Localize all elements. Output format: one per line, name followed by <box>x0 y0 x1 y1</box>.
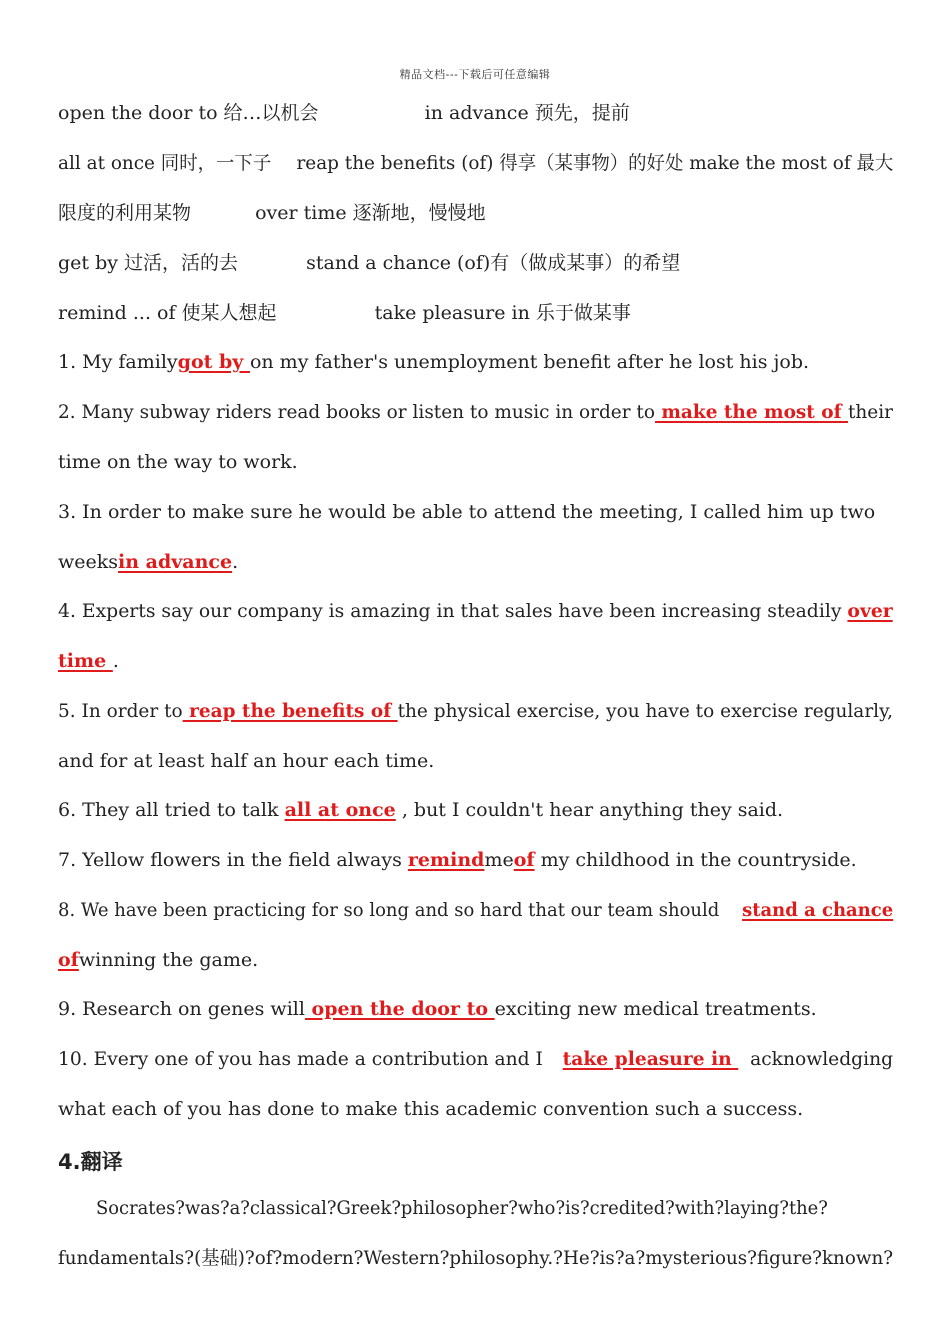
translation-text: fundamentals?(基础)?of?modern?Western?philosophy.?He?is?a?mysterious?figure?known? <box>58 1247 894 1269</box>
exercise-5 <box>58 699 893 723</box>
answer-stand-a-chance: stand a chance <box>742 899 894 921</box>
phrase-open-the-door: open the door to 给…以机会 <box>58 102 319 124</box>
exercise-3-cont <box>58 550 893 574</box>
answer-over-time: over <box>847 600 893 622</box>
phrase-row-4 <box>58 251 893 275</box>
exercise-4 <box>58 599 893 623</box>
exercise-text: on my father's unemployment benefit after he lost his job. <box>249 351 810 373</box>
exercise-text: acknowledging <box>750 1048 894 1070</box>
exercise-4-cont <box>58 649 893 673</box>
answer-open-the-door-to: open the door to <box>304 998 495 1020</box>
exercise-3 <box>58 500 893 524</box>
phrase-row-3 <box>58 201 893 225</box>
exercise-text: 8. We have been practicing for so long and so hard that our team should <box>58 899 720 921</box>
exercise-2 <box>58 400 893 424</box>
phrase-in-advance: in advance 预先，提前 <box>424 102 630 124</box>
exercise-6 <box>58 798 893 822</box>
answer-all-at-once: all at once <box>284 799 396 821</box>
exercise-text: time on the way to work. <box>58 451 298 473</box>
answer-stand-a-chance-of: of <box>58 949 79 971</box>
phrase-remind-of: remind ... of 使某人想起 <box>58 302 277 324</box>
exercise-text: and for at least half an hour each time. <box>58 750 435 772</box>
answer-in-advance: in advance <box>118 551 233 573</box>
translation-line-2 <box>58 1246 894 1270</box>
section-heading-translation: 4.翻译 <box>58 1150 123 1174</box>
exercise-text: 1. My family <box>58 351 178 373</box>
phrase-stand-a-chance: stand a chance (of)有（做成某事）的希望 <box>306 252 681 274</box>
exercise-text: , but I couldn't hear anything they said. <box>395 799 784 821</box>
exercise-10-cont <box>58 1097 893 1121</box>
exercise-text: 5. In order to <box>58 700 183 722</box>
answer-make-the-most-of: make the most of <box>654 401 848 423</box>
answer-remind: remind <box>407 849 485 871</box>
exercise-text: 3. In order to make sure he would be able to attend the meeting, I called him up two <box>58 501 876 523</box>
exercise-10 <box>58 1047 894 1071</box>
phrase-take-pleasure-in: take pleasure in 乐于做某事 <box>374 302 631 324</box>
phrase-all-at-once: all at once 同时，一下子 <box>58 152 272 174</box>
exercise-2-cont <box>58 450 893 474</box>
exercise-text: 9. Research on genes will <box>58 998 305 1020</box>
exercise-text: 6. They all tried to talk <box>58 799 285 821</box>
translation-text: Socrates?was?a?classical?Greek?philosopher?who?is?credited?with?laying?the? <box>96 1197 828 1219</box>
translation-line-1 <box>96 1196 828 1220</box>
phrase-row-2 <box>58 151 894 175</box>
exercise-text: 7. Yellow flowers in the field always <box>58 849 408 871</box>
exercise-text: me <box>484 849 514 871</box>
phrase-row-5 <box>58 301 893 325</box>
answer-reap-the-benefits-of: reap the benefits of <box>182 700 398 722</box>
exercise-text: their <box>847 401 893 423</box>
exercise-text: the physical exercise, you have to exercise regularly, <box>397 700 893 722</box>
page-header: 精品文档---下载后可任意编辑 <box>399 68 551 81</box>
exercise-8-cont <box>58 948 893 972</box>
exercise-7 <box>58 848 893 872</box>
answer-got-by: got by <box>177 351 250 373</box>
exercise-text: 10. Every one of you has made a contribution and I <box>58 1048 543 1070</box>
exercise-text: . <box>112 650 119 672</box>
exercise-text: . <box>232 551 239 573</box>
exercise-text: exciting new medical treatments. <box>494 998 817 1020</box>
exercise-text: 2. Many subway riders read books or listen to music in order to <box>58 401 655 423</box>
phrase-row-1 <box>58 101 893 125</box>
exercise-text: what each of you has done to make this academic convention such a success. <box>58 1098 804 1120</box>
exercise-1 <box>58 350 893 374</box>
exercise-text: my childhood in the countryside. <box>534 849 857 871</box>
exercise-text: weeks <box>58 551 119 573</box>
phrase-get-by: get by 过活，活的去 <box>58 252 239 274</box>
answer-of: of <box>513 849 535 871</box>
phrase-make-most-of: make the most of 最大 <box>689 152 894 174</box>
phrase-over-time: over time 逐渐地，慢慢地 <box>255 202 486 224</box>
answer-take-pleasure-in: take pleasure in <box>562 1048 739 1070</box>
exercise-8 <box>58 898 894 922</box>
phrase-make-most-of-cont: 限度的利用某物 <box>58 202 192 224</box>
exercise-9 <box>58 997 893 1021</box>
exercise-text: 4. Experts say our company is amazing in that sales have been increasing steadily <box>58 600 842 622</box>
exercise-text: winning the game. <box>78 949 259 971</box>
phrase-reap-benefits: reap the benefits (of) 得享（某事物）的好处 <box>296 152 684 174</box>
answer-over-time-cont: time <box>58 650 113 672</box>
exercise-5-cont <box>58 749 893 773</box>
